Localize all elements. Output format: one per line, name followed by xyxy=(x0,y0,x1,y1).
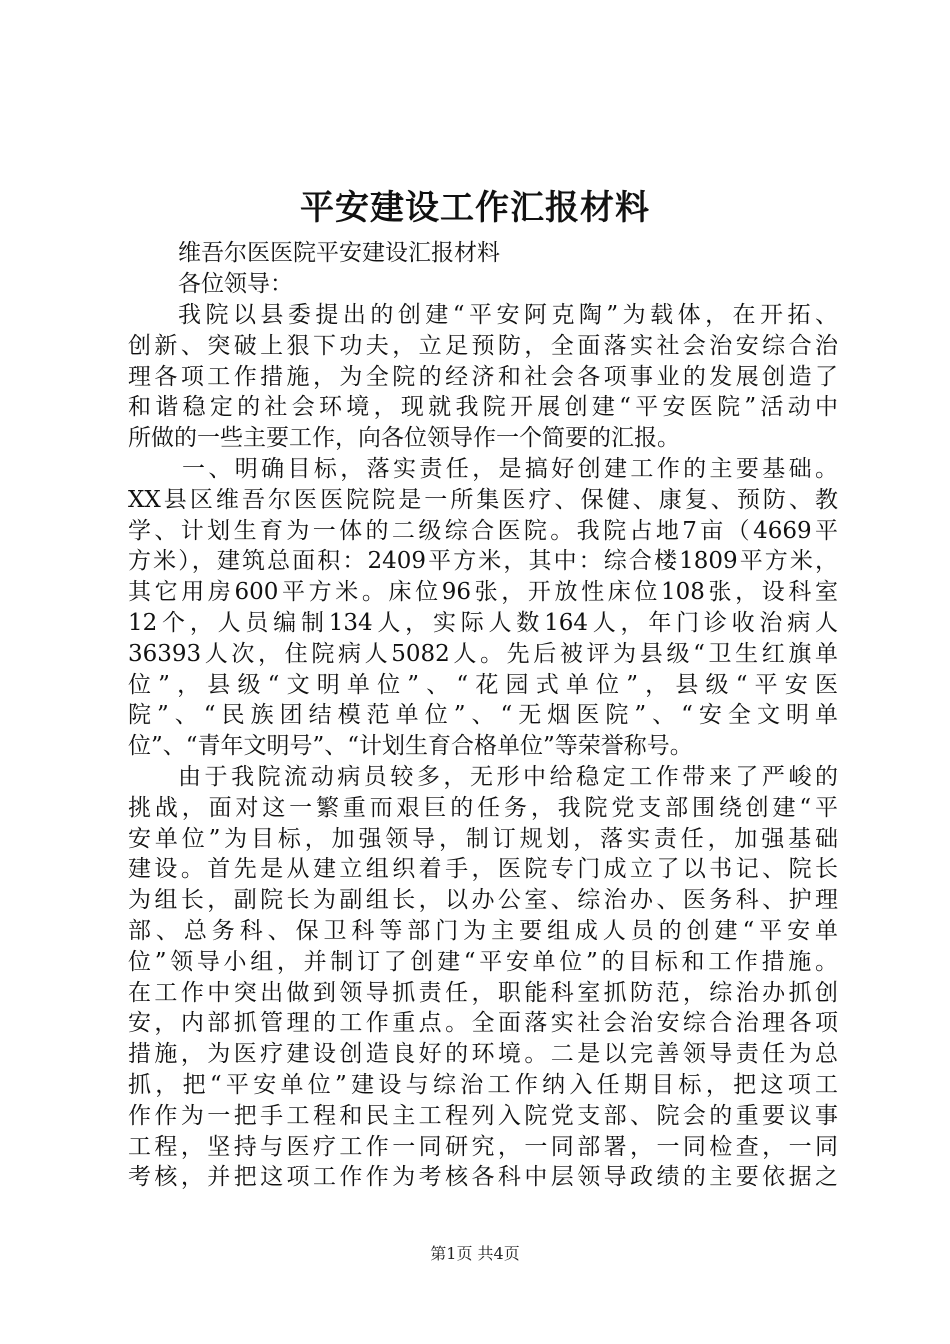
body-line: 安，内部抓管理的工作重点。全面落实社会治安综合治理各项 xyxy=(128,1010,838,1036)
body-line: 创新、突破上狠下功夫，立足预防，全面落实社会治安综合治 xyxy=(128,333,838,359)
body-line: 所做的一些主要工作，向各位领导作一个简要的汇报。 xyxy=(128,425,680,451)
body-line: 学、计划生育为一体的二级综合医院。我院占地7亩（4669平 xyxy=(128,518,838,544)
body-line: 位”、“青年文明号”、“计划生育合格单位”等荣誉称号。 xyxy=(128,733,693,759)
body-line: 安单位”为目标，加强领导，制订规划，落实责任，加强基础 xyxy=(128,826,838,852)
body-line: 位”，县级“文明单位”、“花园式单位”，县级“平安医 xyxy=(128,672,838,698)
body-line: XX县区维吾尔医医院院是一所集医疗、保健、康复、预防、教 xyxy=(128,487,838,513)
document-title: 平安建设工作汇报材料 xyxy=(300,188,650,228)
body-line: 由于我院流动病员较多，无形中给稳定工作带来了严峻的 xyxy=(178,764,838,790)
body-line: 36393人次，住院病人5082人。先后被评为县级“卫生红旗单 xyxy=(128,641,838,667)
body-line: 在工作中突出做到领导抓责任，职能科室抓防范，综治办抓创 xyxy=(128,980,838,1006)
body-line: 建设。首先是从建立组织着手，医院专门成立了以书记、院长 xyxy=(128,856,838,882)
body-line: 工程，坚持与医疗工作一同研究，一同部署，一同检查，一同 xyxy=(128,1134,838,1160)
body-line: 和谐稳定的社会环境，现就我院开展创建“平安医院”活动中 xyxy=(128,394,838,420)
body-line: 12个，人员编制134人，实际人数164人，年门诊收治病人 xyxy=(128,610,838,636)
body-line: 措施，为医疗建设创造良好的环境。二是以完善领导责任为总 xyxy=(128,1041,838,1067)
body-line: 我院以县委提出的创建“平安阿克陶”为载体，在开拓、 xyxy=(178,302,838,328)
body-line: 院”、“民族团结模范单位”、“无烟医院”、“安全文明单 xyxy=(128,702,838,728)
page-number-footer: 第1页 共4页 xyxy=(430,1244,520,1263)
subtitle-line: 维吾尔医医院平安建设汇报材料 xyxy=(178,240,500,266)
body-line: 挑战，面对这一繁重而艰巨的任务，我院党支部围绕创建“平 xyxy=(128,795,838,821)
body-line: 为组长，副院长为副组长，以办公室、综治办、医务科、护理 xyxy=(128,887,838,913)
body-line: 作作为一把手工程和民主工程列入院党支部、院会的重要议事 xyxy=(128,1103,838,1129)
salutation-line: 各位领导： xyxy=(178,271,293,297)
body-line: 考核，并把这项工作作为考核各科中层领导政绩的主要依据之 xyxy=(128,1164,838,1190)
body-line: 理各项工作措施，为全院的经济和社会各项事业的发展创造了 xyxy=(128,364,838,390)
body-line: 位”领导小组，并制订了创建“平安单位”的目标和工作措施。 xyxy=(128,949,838,975)
body-line: 其它用房600平方米。床位96张，开放性床位108张，设科室 xyxy=(128,579,838,605)
section-heading-line: 一、明确目标，落实责任，是搞好创建工作的主要基础。 xyxy=(182,456,838,482)
body-line: 部、总务科、保卫科等部门为主要组成人员的创建“平安单 xyxy=(128,918,838,944)
body-line: 抓，把“平安单位”建设与综治工作纳入任期目标，把这项工 xyxy=(128,1072,838,1098)
body-line: 方米），建筑总面积：2409平方米，其中：综合楼1809平方米， xyxy=(128,548,838,574)
